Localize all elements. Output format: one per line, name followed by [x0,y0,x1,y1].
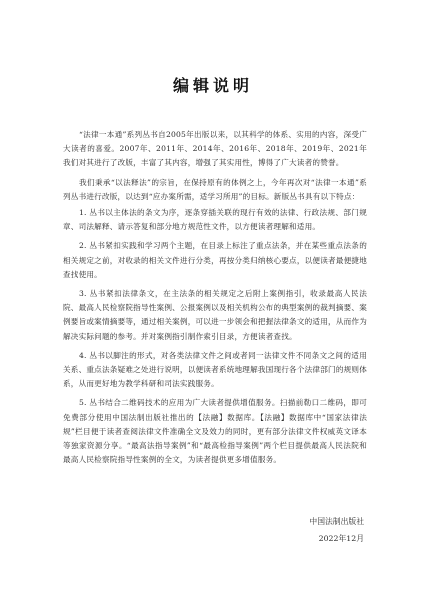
paragraph-feature-5: 5. 丛书结合二维码技术的应用为广大读者提供增值服务。扫描前勒口二维码，即可免费部分使用中国法制出版社推出的【法融】数据库。【法融】数据库中“国家法律法规”栏目便于读者查阅法律文件准确全文及效力的同时，更有部分法律文件权威英文译本等独家资源分享。“最高法指导案例”和“最高检指导案例”两个栏目提供最高人民法院和最高人民检察院指导性案例的全文，为读者提供更多增值服务。 [63,398,367,465]
paragraph-intro: “法律一本通”系列丛书自2005年出版以来，以其科学的体系、实用的内容，深受广大读者的喜爱。2007年、2011年、2014年、2016年、2018年、2019年、2021年我们对其进行了改版，丰富了其内容，增强了其实用性，博得了广大读者的赞誉。 [63,130,367,168]
paragraph-feature-4: 4. 丛书以脚注的形式，对各类法律文件之间或者同一法律文件不同条文之间的适用关系、重点法条疑难之处进行说明，以便读者系统地理解我国现行各个法律部门的规则体系，从而更好地为教学科研和司法实践服务。 [63,350,367,389]
paragraph-feature-2: 2. 丛书紧扣实践和学习两个主题，在目录上标注了重点法条，并在某些重点法条的相关规定之前，对收录的相关文件进行分类，再按分类归纳核心要点，以便读者最便捷地查找使用。 [63,241,367,279]
page-title: 编辑说明 [172,76,253,95]
body-text [63,128,367,472]
publisher-signature: 中国法制出版社 [309,517,364,526]
paragraph-purpose: 我们秉承“以法释法”的宗旨，在保持原有的体例之上，今年再次对“法律一本通”系列丛书进行改版，以达到“应办案所需，适学习所用”的目标。新版丛书具有以下特点： [63,177,367,201]
publication-date: 2022年12月 [318,534,364,543]
paragraph-feature-3: 3. 丛书紧扣法律条文，在主法条的相关规定之后附上案例指引，收录最高人民法院、最高人民检察院指导性案例、公报案例以及相关机构公布的典型案例的裁判摘要、案例要旨或案情摘要等，通过相关案例，可以进一步领会和把握法律条文的适用，从而作为解决实际问题的参考。并对案例指引制作索引目录，方便读者查找。 [63,289,367,341]
paragraph-feature-1: 1. 丛书以主体法的条文为序，逐条穿插关联的现行有效的法律、行政法规、部门规章、司法解释、请示答复和部分地方规范性文件，以方便读者理解和适用。 [63,208,367,232]
